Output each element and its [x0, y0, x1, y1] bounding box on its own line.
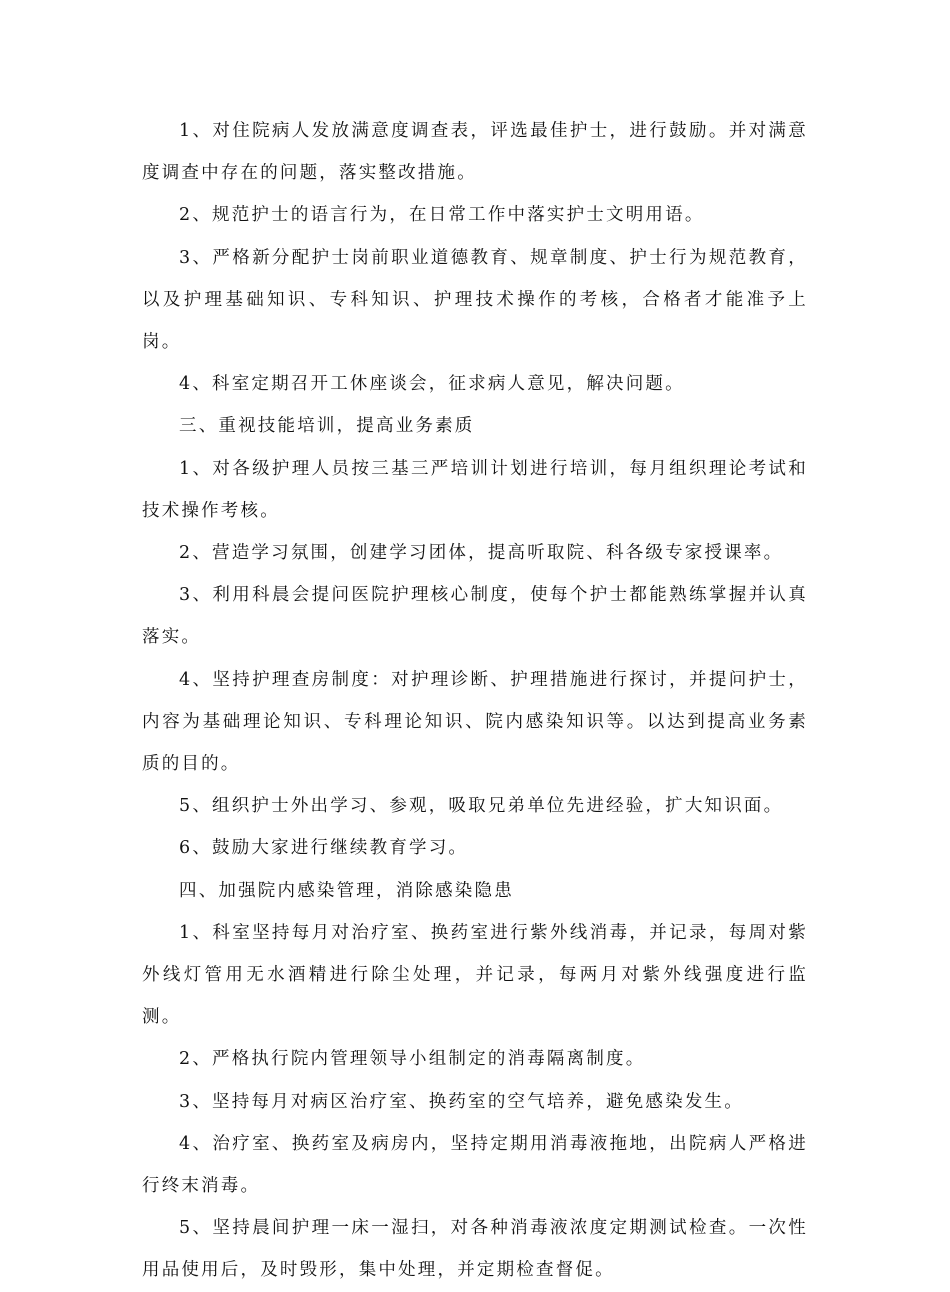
section-heading-4: 四、加强院内感染管理，消除感染隐患 [179, 880, 514, 901]
paragraph-9: 5、组织护士外出学习、参观，吸取兄弟单位先进经验，扩大知识面。 [179, 796, 784, 817]
section-heading-3: 三、重视技能培训，提高业务素质 [179, 416, 475, 437]
paragraph-13: 3、坚持每月对病区治疗室、换药室的空气培养，避免感染发生。 [179, 1091, 744, 1112]
paragraph-4: 4、科室定期召开工休座谈会，征求病人意见，解决问题。 [179, 374, 685, 395]
paragraph-6: 2、营造学习氛围，创建学习团体，提高听取院、科各级专家授课率。 [179, 543, 784, 564]
paragraph-2: 2、规范护士的语言行为，在日常工作中落实护士文明用语。 [179, 205, 705, 226]
paragraph-12: 2、严格执行院内管理领导小组制定的消毒隔离制度。 [179, 1049, 646, 1070]
paragraph-7: 3、利用科晨会提问医院护理核心制度，使每个护士都能熟练掌握并认真落实。 [142, 585, 808, 648]
paragraph-15: 5、坚持晨间护理一床一湿扫，对各种消毒液浓度定期测试检查。一次性用品使用后，及时毁形，集中处理，并定期检查督促。 [142, 1218, 808, 1281]
paragraph-8: 4、坚持护理查房制度：对护理诊断、护理措施进行探讨，并提问护士，内容为基础理论知识、专科理论知识、院内感染知识等。以达到提高业务素质的目的。 [142, 669, 808, 775]
document-body [142, 110, 808, 1292]
paragraph-10: 6、鼓励大家进行继续教育学习。 [179, 838, 469, 859]
paragraph-11: 1、科室坚持每月对治疗室、换药室进行紫外线消毒，并记录，每周对紫外线灯管用无水酒精进行除尘处理，并记录，每两月对紫外线强度进行监测。 [142, 922, 808, 1028]
paragraph-1: 1、对住院病人发放满意度调查表，评选最佳护士，进行鼓励。并对满意度调查中存在的问题，落实整改措施。 [142, 121, 808, 184]
paragraph-3: 3、严格新分配护士岗前职业道德教育、规章制度、护士行为规范教育，以及护理基础知识、专科知识、护理技术操作的考核，合格者才能准予上岗。 [142, 247, 808, 353]
paragraph-14: 4、治疗室、换药室及病房内，坚持定期用消毒液拖地，出院病人严格进行终末消毒。 [142, 1133, 808, 1197]
paragraph-5: 1、对各级护理人员按三基三严培训计划进行培训，每月组织理论考试和技术操作考核。 [142, 458, 808, 521]
